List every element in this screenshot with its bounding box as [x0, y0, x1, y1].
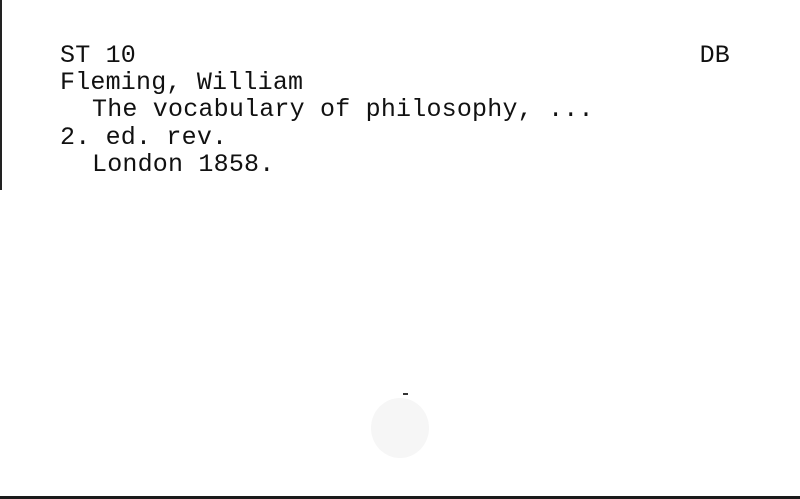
location-code: DB: [699, 41, 730, 70]
call-number: ST 10: [60, 41, 137, 70]
book-title: The vocabulary of philosophy, ...: [92, 95, 594, 124]
card-left-edge: [0, 0, 2, 190]
imprint: London 1858.: [92, 150, 275, 179]
author-name: Fleming, William: [60, 68, 304, 97]
edition-statement: 2. ed. rev.: [60, 123, 228, 152]
punch-hole: [371, 398, 429, 458]
ink-speck: [403, 393, 408, 395]
